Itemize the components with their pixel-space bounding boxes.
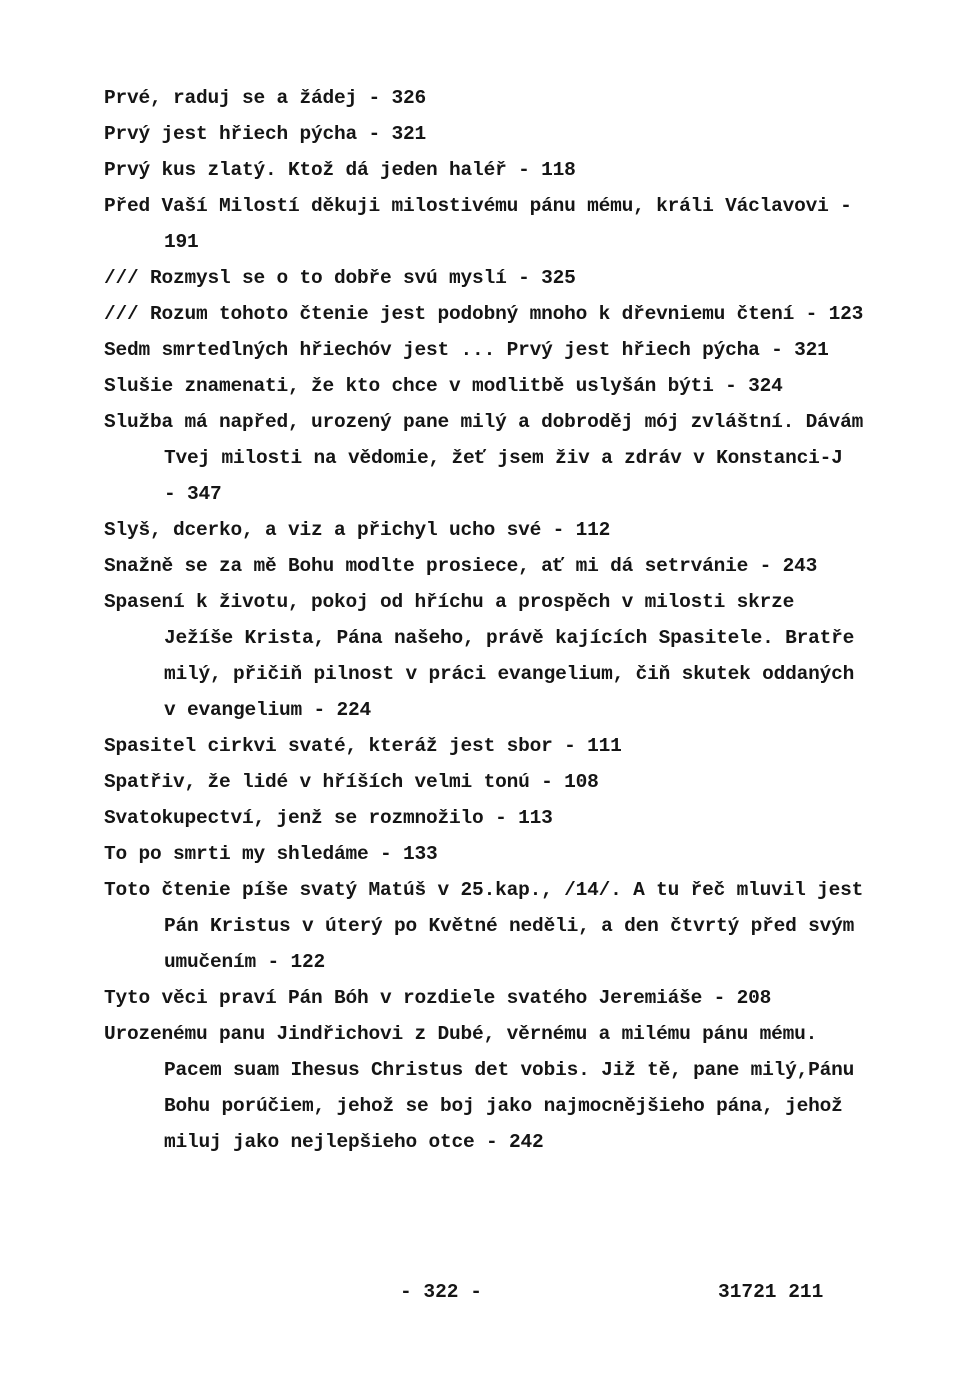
index-entry: Slušie znamenati, že kto chce v modlitbě uslyšán býti - 324 xyxy=(104,375,783,397)
index-entry-list xyxy=(104,80,864,1160)
page-footer xyxy=(0,1281,960,1317)
index-entry: Před Vaší Milostí děkuji milostivému pánu mému, králi Václavovi - 191 xyxy=(104,195,852,253)
index-entry: Služba má napřed, urozený pane milý a dobroděj mój zvláštní. Dávám Tvej milosti na vědomie, žeť jsem živ a zdráv v Konstanci-J - 347 xyxy=(104,411,864,505)
index-entry: /// Rozum tohoto čtenie jest podobný mnoho k dřevniemu čtení - 123 xyxy=(104,303,864,325)
index-entry: Spasení k životu, pokoj od hříchu a prospěch v milosti skrze Ježíše Krista, Pána našeho, právě kajících Spasitele. Bratře milý, přičiň pilnost v práci evangelium, čiň skutek oddaných v evangelium - 224 xyxy=(104,591,855,721)
index-entry: Svatokupectví, jenž se rozmnožilo - 113 xyxy=(104,807,553,829)
index-entry: Prvé, raduj se a žádej - 326 xyxy=(104,87,427,109)
index-entry: Prvý kus zlatý. Ktož dá jeden haléř - 118 xyxy=(104,159,576,181)
index-entry: Sedm smrtedlných hřiechóv jest ... Prvý jest hřiech pýcha - 321 xyxy=(104,339,829,361)
index-entry: /// Rozmysl se o to dobře svú myslí - 325 xyxy=(104,267,576,289)
index-entry: Slyš, dcerko, a viz a přichyl ucho své - 112 xyxy=(104,519,611,541)
archive-code: 31721 211 xyxy=(718,1281,824,1303)
index-entry: Prvý jest hřiech pýcha - 321 xyxy=(104,123,427,145)
index-entry: Spatřiv, že lidé v hříších velmi tonú - 108 xyxy=(104,771,599,793)
index-entry: Toto čtenie píše svatý Matúš v 25.kap., /14/. A tu řeč mluvil jest Pán Kristus v úterý po Květné neděli, a den čtvrtý před svým umučením - 122 xyxy=(104,879,864,973)
index-entry: Urozenému panu Jindřichovi z Dubé, věrnému a milému pánu mému. Pacem suam Ihesus Christus det vobis. Již tě, pane milý,Pánu Bohu porúčiem, jehož se boj jako najmocnějšieho pána, jehož miluj jako nejlepšieho otce - 242 xyxy=(104,1023,855,1153)
index-entry: Snažně se za mě Bohu modlte prosiece, ať mi dá setrvánie - 243 xyxy=(104,555,818,577)
index-entry: Tyto věci praví Pán Bóh v rozdiele svatého Jeremiáše - 208 xyxy=(104,987,772,1009)
page-number: - 322 - xyxy=(400,1281,482,1303)
index-entry: Spasitel cirkvi svaté, kteráž jest sbor - 111 xyxy=(104,735,622,757)
index-entry: To po smrti my shledáme - 133 xyxy=(104,843,438,865)
